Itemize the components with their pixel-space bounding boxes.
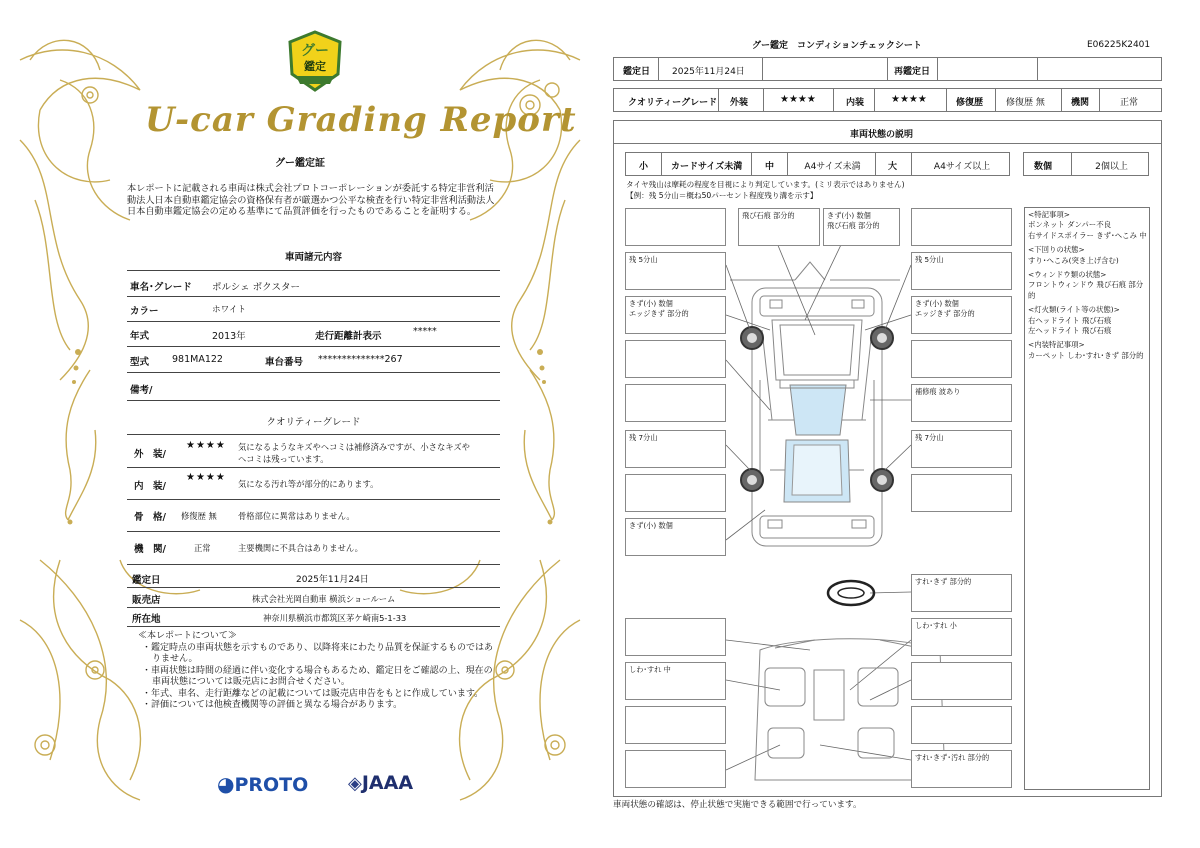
label-box xyxy=(911,750,1012,788)
divider xyxy=(127,499,500,500)
divider xyxy=(127,564,500,565)
label-box xyxy=(625,252,726,290)
exterior-desc-line2: ヘコミは残っています。 xyxy=(238,454,329,464)
note-item: ・年式、車名、走行距離などの記載については販売店申告をもとに作成しています。 xyxy=(142,688,484,699)
size-small-desc: カードサイズ未満 xyxy=(671,162,743,172)
frame-value: 修復歴 無 xyxy=(181,511,217,521)
divider xyxy=(127,607,500,608)
divider xyxy=(127,346,500,347)
label-box xyxy=(911,208,1012,246)
label-text: 補修痕 波あり xyxy=(915,387,961,396)
quality-grade-label: クオリティーグレード xyxy=(628,98,718,108)
interior-stars: ★★★★ xyxy=(891,94,927,105)
label-box xyxy=(911,662,1012,700)
sheet-title: グー鑑定 コンディションチェックシート xyxy=(752,41,922,51)
label-text: 残 5分山 xyxy=(629,255,658,264)
size-large-desc: A4サイズ以上 xyxy=(933,162,991,172)
shop-label: 販売店 xyxy=(132,595,161,606)
report-notes xyxy=(138,631,498,712)
document-id: E06225K2401 xyxy=(1087,40,1151,50)
notes-title: ≪本レポートについて≫ xyxy=(138,631,237,641)
color-value: ホワイト xyxy=(212,305,247,315)
label-text: 残 7分山 xyxy=(915,433,944,442)
model-value: 981MA122 xyxy=(172,354,223,365)
sheet-footer: 車両状態の確認は、停止状態で実施できる範囲で行っています。 xyxy=(613,800,862,810)
model-label: 型式 xyxy=(130,357,150,368)
label-box xyxy=(625,706,726,744)
divider xyxy=(127,531,500,532)
divider xyxy=(127,296,500,297)
label-text: エッジきず 部分的 xyxy=(915,309,975,318)
divider xyxy=(127,372,500,373)
size-large: 大 xyxy=(888,162,898,172)
note-line: <下回りの状態> xyxy=(1028,245,1085,255)
label-box xyxy=(625,208,726,246)
label-box xyxy=(625,618,726,656)
divider xyxy=(127,400,500,401)
inspection-date-value: 2025年11月24日 xyxy=(672,67,745,77)
label-box xyxy=(625,474,726,512)
label-box xyxy=(911,618,1012,656)
label-box xyxy=(911,340,1012,378)
note-item: ・評価については他検査機関等の評価と異なる場合があります。 xyxy=(142,700,403,710)
proto-logo-text: PROTO xyxy=(234,774,309,796)
reinspection-date-label: 再鑑定日 xyxy=(894,67,931,77)
note-line: カーペット しわ･すれ･きず 部分的 xyxy=(1028,350,1144,360)
note-line: すり･へこみ(突き上げ含む) xyxy=(1028,255,1119,265)
label-box xyxy=(738,208,820,246)
count-desc: 2個以上 xyxy=(1095,162,1128,172)
note-line: <灯火類(ライト等の状態)> xyxy=(1028,305,1120,315)
label-box xyxy=(911,474,1012,512)
tire-note-2: 【例：残 5分山＝概ね50パーセント程度残り溝を示す】 xyxy=(626,190,818,200)
label-box xyxy=(911,384,1012,422)
note-line: 左ヘッドライト 飛び石痕 xyxy=(1028,326,1112,336)
note-item: ・鑑定時点の車両状態を示すものであり、以降将来にわたり品質を保証するものではありません。 xyxy=(142,642,494,664)
badge-text-bottom: 鑑定 xyxy=(304,60,326,73)
size-mid-desc: A4サイズ未満 xyxy=(804,162,861,172)
interior-label: 内 装/ xyxy=(134,481,166,492)
car-name-label: 車名･グレード xyxy=(130,282,192,293)
exterior-stars: ★★★★ xyxy=(186,440,226,451)
color-label: カラー xyxy=(130,306,159,317)
label-box xyxy=(823,208,900,246)
label-box xyxy=(911,430,1012,468)
label-text: きず(小) 数個 xyxy=(629,299,673,308)
count-label: 数個 xyxy=(1034,162,1053,172)
goo-kantei-badge xyxy=(286,30,344,92)
label-text: きず(小) 数個 xyxy=(629,521,673,530)
note-line: <ウィンドウ類の状態> xyxy=(1028,270,1107,280)
label-box xyxy=(911,706,1012,744)
size-small: 小 xyxy=(639,162,649,172)
label-text: すれ･きず･汚れ 部分的 xyxy=(915,753,990,762)
label-box xyxy=(625,296,726,334)
frame-label: 骨 格/ xyxy=(134,512,166,523)
label-text: エッジきず 部分的 xyxy=(629,309,689,318)
car-name-value: ポルシェ ボクスター xyxy=(212,282,300,293)
label-box xyxy=(625,518,726,556)
exterior-label: 外装 xyxy=(730,98,749,108)
special-notes xyxy=(1028,210,1148,361)
note-line: <内装特記事項> xyxy=(1028,340,1085,350)
quality-section-title: クオリティーグレード xyxy=(266,417,361,428)
engine-desc: 主要機関に不具合はありません。 xyxy=(238,543,363,553)
label-box xyxy=(911,574,1012,612)
exterior-desc-line1: 気になるようなキズやヘコミは補修済みですが、小さなキズや xyxy=(238,442,470,452)
label-box xyxy=(911,296,1012,334)
note-item: ・車両状態は時間の経過に伴い変化する場合もあるため、鑑定日をご確認の上、現在の車両状態については販売店にお問合せください。 xyxy=(142,665,493,687)
engine-value: 正常 xyxy=(1120,98,1139,108)
certificate-statement: 本レポートに記載される車両は株式会社プロトコーポレーションが委託する特定非営利活動法人日本自動車鑑定協会の資格保有者が厳選かつ公平な検査を行い特定非営利活動法人日本自動車鑑定協会の定める基準にて品質評価を行ったものであることを証明する。 xyxy=(127,183,495,218)
remarks-label: 備考/ xyxy=(130,385,153,396)
label-text: しわ･すれ 小 xyxy=(915,621,957,630)
year-value: 2013年 xyxy=(212,331,246,342)
note-line: ボンネット ダンパー不良 xyxy=(1028,220,1111,230)
shop-value: 株式会社光岡自動車 横浜ショールーム xyxy=(252,594,396,604)
label-text: きず(小) 数個 xyxy=(915,299,959,308)
label-text: 飛び石痕 部分的 xyxy=(742,211,795,220)
label-text: 飛び石痕 部分的 xyxy=(827,221,880,230)
divider xyxy=(127,467,500,468)
script-title: U-car Grading Report xyxy=(145,100,577,140)
engine-label: 機関 xyxy=(1071,98,1090,108)
inspection-date-label: 鑑定日 xyxy=(132,575,161,586)
divider xyxy=(127,626,500,627)
divider xyxy=(127,434,500,435)
label-box xyxy=(625,430,726,468)
label-text: 残 7分山 xyxy=(629,433,658,442)
badge-text-top: グー xyxy=(301,43,329,59)
inspection-date-label: 鑑定日 xyxy=(623,67,651,77)
engine-label: 機 関/ xyxy=(134,544,166,555)
divider xyxy=(127,321,500,322)
chassis-value: **************267 xyxy=(318,354,403,365)
chassis-label: 車台番号 xyxy=(265,357,304,368)
mileage-value: ***** xyxy=(413,326,437,337)
jaaa-logo: ◈JAAA xyxy=(348,772,414,794)
label-text: 残 5分山 xyxy=(915,255,944,264)
label-text: しわ･すれ 中 xyxy=(629,665,671,674)
mileage-label: 走行距離計表示 xyxy=(315,331,382,342)
interior-desc: 気になる汚れ等が部分的にあります。 xyxy=(238,479,379,489)
label-box xyxy=(625,340,726,378)
vehicle-state-title: 車両状態の説明 xyxy=(850,130,914,140)
label-box xyxy=(625,384,726,422)
size-mid: 中 xyxy=(765,162,775,172)
steering-wheel-icon xyxy=(828,581,874,605)
label-box xyxy=(625,750,726,788)
note-line: フロントウィンドウ 飛び石痕 部分的 xyxy=(1028,280,1144,300)
note-line: 右ヘッドライト 飛び石痕 xyxy=(1028,315,1112,325)
label-text: きず(小) 数個 xyxy=(827,211,871,220)
condition-check-sheet xyxy=(600,0,1200,848)
divider xyxy=(127,270,500,271)
note-line: 右サイドスポイラー きず･へこみ 中 xyxy=(1028,230,1147,240)
interior-stars: ★★★★ xyxy=(186,472,226,483)
address-value: 神奈川県横浜市都筑区茅ケ崎南5-1-33 xyxy=(263,613,407,623)
repair-history-label: 修復歴 xyxy=(956,98,984,108)
label-box xyxy=(625,662,726,700)
address-label: 所在地 xyxy=(132,614,161,625)
certificate-heading: グー鑑定証 xyxy=(275,158,325,169)
exterior-label: 外 装/ xyxy=(134,449,166,460)
inspection-date-value: 2025年11月24日 xyxy=(296,575,369,585)
note-line: <特記事項> xyxy=(1028,210,1070,219)
specs-section-title: 車両諸元内容 xyxy=(284,252,342,263)
repair-history-value: 修復歴 無 xyxy=(1006,98,1045,108)
engine-value: 正常 xyxy=(194,543,211,553)
jaaa-logo-text: JAAA xyxy=(361,772,414,794)
label-text: すれ･きず 部分的 xyxy=(915,577,972,586)
tire-note-1: タイヤ残山は摩耗の程度を目視により判定しています。(ミリ表示ではありません) xyxy=(626,180,905,189)
label-box xyxy=(911,252,1012,290)
exterior-stars: ★★★★ xyxy=(780,94,816,105)
frame-desc: 骨格部位に異常はありません。 xyxy=(238,511,355,521)
divider xyxy=(127,587,500,588)
interior-label: 内装 xyxy=(846,98,865,108)
proto-logo: ◕PROTO xyxy=(217,772,309,796)
year-label: 年式 xyxy=(130,331,150,342)
